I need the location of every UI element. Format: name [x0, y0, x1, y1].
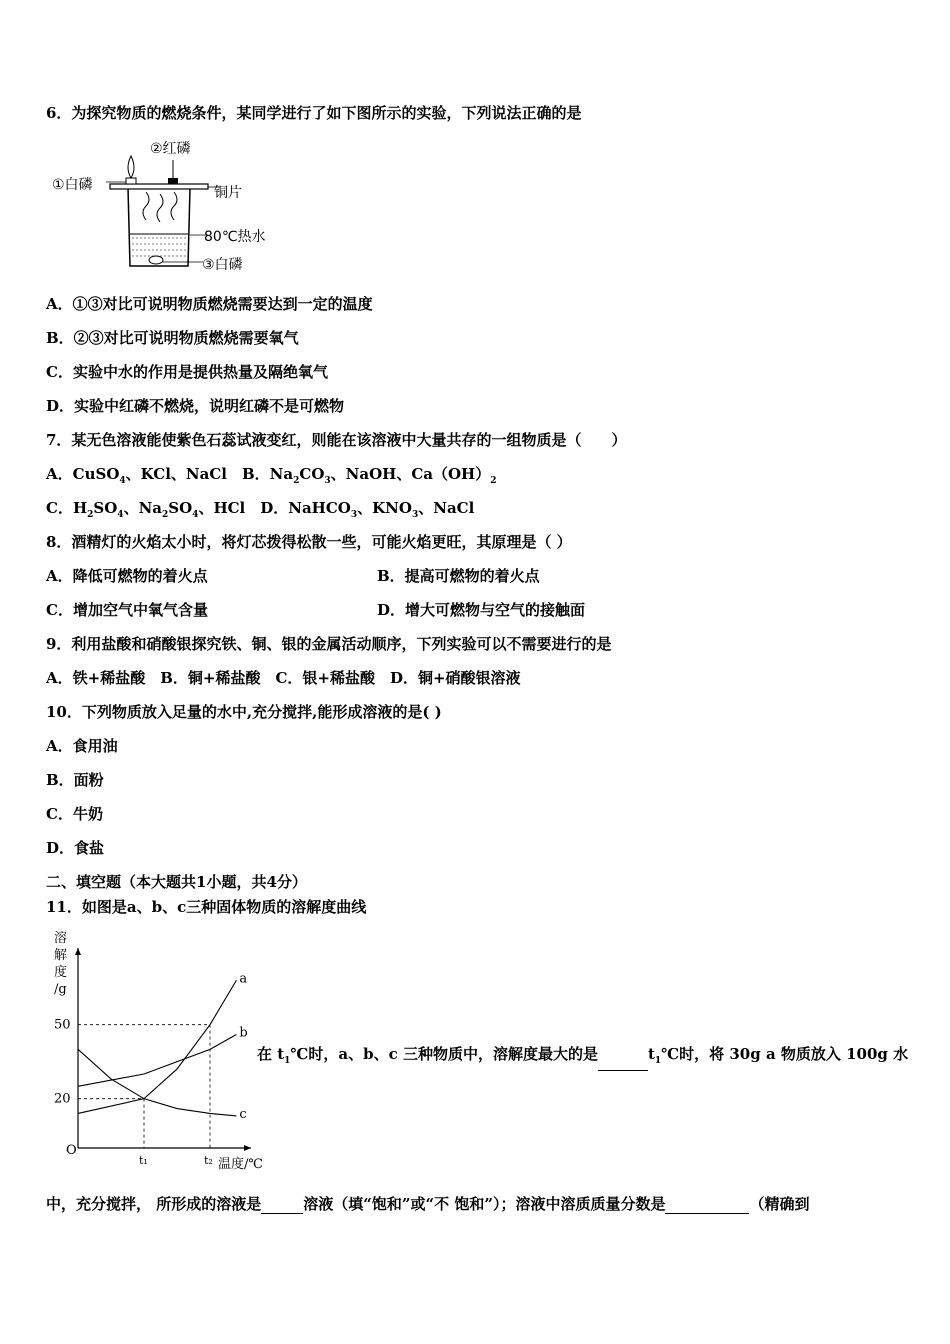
label-white-phosphorus-top: ①白磷 [52, 177, 93, 193]
x-axis-arrow [244, 1145, 251, 1151]
q8-option-a: A．降低可燃物的着火点 [46, 567, 208, 585]
q8-option-c: C．增加空气中氧气含量 [46, 601, 208, 619]
q10-option-b: B．面粉 [46, 771, 104, 789]
y-axis-label-char: 溶 [54, 931, 68, 946]
label-red-phosphorus: ②红磷 [150, 141, 191, 157]
q11-stem: 11．如图是a、b、c三种固体物质的溶解度曲线 [46, 898, 367, 916]
origin-label: O [66, 1143, 77, 1158]
q6-option-a: A．①③对比可说明物质燃烧需要达到一定的温度 [46, 295, 373, 313]
q8-stem: 8．酒精灯的火焰太小时，将灯芯拨得松散一些，可能火焰更旺，其原理是（ ） [46, 533, 572, 551]
series-line-a [78, 980, 236, 1113]
q8-option-b: B．提高可燃物的着火点 [377, 567, 540, 585]
q10-stem: 10．下列物质放入足量的水中,充分搅拌,能形成溶液的是( ) [46, 703, 442, 721]
q10-option-d: D．食盐 [46, 839, 105, 857]
x-tick-t2: t₂ [204, 1154, 213, 1167]
q11-answer-blank-2[interactable] [261, 1213, 303, 1214]
y-axis-arrow [75, 948, 81, 955]
q11-answer-blank-1[interactable] [598, 1070, 648, 1071]
q8-option-d: D．增大可燃物与空气的接触面 [377, 601, 586, 619]
x-axis-label: 温度/℃ [218, 1157, 263, 1172]
y-axis-label-char: 度 [54, 965, 68, 980]
label-white-phosphorus-bottom: ③白磷 [202, 257, 243, 273]
y-tick-label: 20 [54, 1091, 71, 1107]
q10-option-c: C．牛奶 [46, 805, 103, 823]
q6-option-d: D．实验中红磷不燃烧，说明红磷不是可燃物 [46, 397, 345, 415]
q11-text-line1: 在 $t_1℃$时，a、b、c 三种物质中，溶解度最大的是 $t_1℃$时，将 30g a 物质放入 100g 水 [257, 1044, 908, 1071]
q9-options: A．铁+稀盐酸 B．铜+稀盐酸 C．银+稀盐酸 D．铜+硝酸银溶液 [46, 669, 521, 687]
q7-options-ab: A．CuSO$_4$、KCl、NaCl B．$Na_2CO_3$、NaOH、$Ca(OH)_2$ [46, 465, 497, 486]
q9-stem: 9．利用盐酸和硝酸银探究铁、铜、银的金属活动顺序，下列实验可以不需要进行的是 [46, 635, 612, 653]
series-label-b: b [239, 1025, 248, 1041]
section-heading-fill-in: 二、填空题（本大题共1小题，共4分） [46, 873, 307, 891]
x-tick-t1: t₁ [139, 1154, 148, 1167]
experiment-apparatus-drawing [48, 138, 288, 278]
y-axis-label-char: /g [54, 982, 67, 997]
q11-text-line2: 中，充分搅拌， 所形成的溶液是 溶液（填“饱和”或“不 饱和”）；溶液中溶质质量分数是 （精确到 [46, 1195, 810, 1213]
y-tick-label: 50 [54, 1017, 71, 1033]
label-hot-water: 80℃热水 [204, 229, 266, 245]
q6-option-b: B．②③对比可说明物质燃烧需要氧气 [46, 329, 299, 347]
series-line-b [78, 1035, 236, 1087]
series-label-c: c [239, 1106, 247, 1122]
q7-options-cd: C．$H_2SO_4$、$Na_2SO_4$、HCl D．NaHCO$_3$、$KNO_3$、NaCl [46, 499, 475, 520]
solubility-chart [46, 928, 263, 1172]
y-axis-label-char: 解 [54, 948, 68, 963]
q11-answer-blank-3[interactable] [665, 1213, 749, 1214]
solubility-chart-svg [46, 928, 263, 1172]
q6-stem: 6．为探究物质的燃烧条件，某同学进行了如下图所示的实验，下列说法正确的是 [46, 104, 582, 122]
combustion-experiment-figure [48, 138, 288, 278]
q7-stem: 7．某无色溶液能使紫色石蕊试液变红，则能在该溶液中大量共存的一组物质是（ ） [46, 431, 627, 449]
series-label-a: a [239, 971, 248, 987]
series-line-c [78, 1049, 236, 1116]
q6-option-c: C．实验中水的作用是提供热量及隔绝氧气 [46, 363, 328, 381]
label-copper-plate: 铜片 [214, 185, 242, 201]
q10-option-a: A．食用油 [46, 737, 118, 755]
